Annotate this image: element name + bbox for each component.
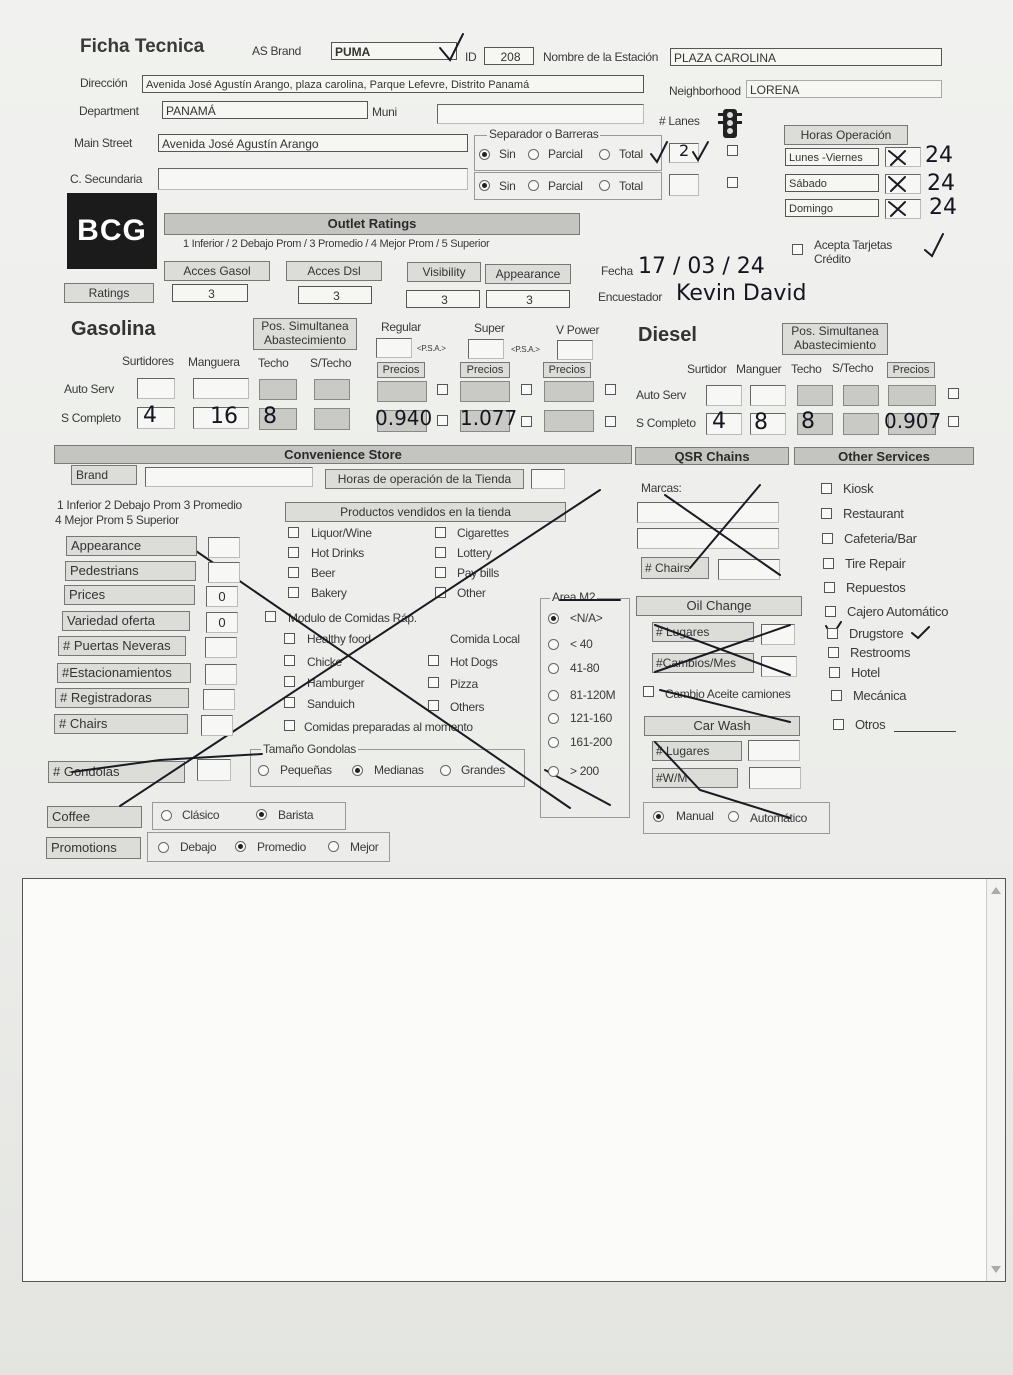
other-services-header: Other Services: [794, 447, 974, 465]
cs-rating-label: # Registradoras: [55, 688, 189, 708]
techo-header: Techo: [258, 356, 289, 370]
other-service-label: Mecánica: [853, 688, 907, 703]
diesel-scompleto-label: S Completo: [636, 416, 696, 430]
visibility-header: Visibility: [407, 262, 481, 282]
cb-healthy[interactable]: [284, 633, 295, 644]
direccion-label: Dirección: [80, 76, 128, 90]
secundaria-label: C. Secundaria: [70, 172, 143, 186]
label-sanduich: Sanduich: [307, 697, 355, 711]
label-camiones: Cambio Aceite camiones: [665, 687, 791, 701]
notes-textarea[interactable]: [22, 878, 1006, 1282]
label-comidas: Modulo de Comidas Ráp.: [288, 611, 417, 625]
diesel-stecho-header: S/Techo: [832, 361, 874, 375]
vpower-label: V Power: [556, 323, 600, 337]
gas-price-regular: 0.940: [375, 406, 433, 430]
cs-brand-field[interactable]: [145, 467, 313, 487]
gondola-pequenas-label: Pequeñas: [280, 763, 332, 777]
autoserv-label: Auto Serv: [64, 382, 114, 396]
sep1-total-label: Total: [619, 147, 643, 161]
cb-others[interactable]: [428, 700, 439, 711]
gondola-grandes-label: Grandes: [461, 763, 505, 777]
acces-dsl-rating[interactable]: 3: [298, 286, 372, 304]
lanes-field-2[interactable]: [669, 174, 699, 196]
credit-label-2: Crédito: [814, 252, 851, 266]
promo-promedio-label: Promedio: [257, 840, 306, 854]
marcas-field-1[interactable]: [637, 502, 779, 523]
traffic-light-icon: [717, 108, 743, 140]
other-service-checkbox[interactable]: [824, 582, 835, 593]
acces-gasol-rating[interactable]: 3: [172, 284, 248, 302]
cb-liquor[interactable]: [288, 527, 299, 538]
promo-debajo-radio[interactable]: [158, 842, 169, 853]
muni-field[interactable]: [437, 104, 644, 124]
form-title: Ficha Tecnica: [80, 36, 205, 57]
oil-cambios-field[interactable]: [761, 656, 797, 677]
cb-pizza[interactable]: [428, 677, 439, 688]
psa-field-2[interactable]: [468, 339, 504, 359]
area-radio[interactable]: [548, 737, 559, 748]
diesel-autoserv-surt[interactable]: [706, 385, 742, 406]
cs-rating-field[interactable]: 0: [206, 586, 238, 607]
area-radio[interactable]: [548, 663, 559, 674]
wash-wm-field[interactable]: [749, 767, 801, 789]
diesel-autoserv-price[interactable]: [888, 385, 936, 406]
psa-label-1: <P.S.A.>: [417, 344, 446, 353]
lanes-checkbox-1[interactable]: [727, 145, 738, 156]
sep1-parcial-label: Parcial: [548, 147, 583, 161]
other-service-label: Otros: [855, 717, 886, 732]
area-option-label: 161-200: [570, 735, 612, 749]
qsr-chairs-label: # Chairs: [641, 557, 709, 579]
gas-autoserv-techo[interactable]: [259, 379, 297, 400]
ratings-label: Ratings: [64, 283, 154, 303]
other-service-label: Repuestos: [846, 580, 906, 595]
cs-rating-label: # Puertas Neveras: [58, 636, 186, 656]
area-radio[interactable]: [548, 766, 559, 777]
area-option-label: <N/A>: [570, 611, 603, 625]
cb-paybills[interactable]: [435, 567, 446, 578]
gas-techo-value: 8: [263, 404, 277, 429]
other-service-label: Kiosk: [843, 481, 874, 496]
sep2-parcial-label: Parcial: [548, 179, 583, 193]
sep2-parcial-radio[interactable]: [528, 180, 539, 191]
cs-horas-label: Horas de operación de la Tienda: [325, 469, 524, 489]
encuestador-value: Kevin David: [676, 281, 807, 306]
diesel-precios-header: Precios: [887, 362, 935, 378]
encuestador-label: Encuestador: [598, 290, 663, 304]
gondola-pequenas-radio[interactable]: [258, 765, 269, 776]
sabado-label: Sábado: [785, 174, 879, 192]
cs-productos-header: Productos vendidos en la tienda: [285, 502, 566, 522]
psa-label-2: <P.S.A.>: [511, 345, 540, 354]
cb-chicken[interactable]: [284, 655, 295, 666]
muni-label: Muni: [372, 105, 397, 119]
gas-autoserv-surt[interactable]: [137, 378, 175, 399]
scompleto-label: S Completo: [61, 411, 121, 425]
area-label: Area M2: [552, 590, 596, 604]
gas-price-super: 1.077: [460, 406, 518, 430]
car-wash-header: Car Wash: [644, 716, 800, 736]
domingo-label: Domingo: [785, 199, 879, 217]
gas-autoserv-p2[interactable]: [460, 381, 510, 402]
horas-operacion-header: Horas Operación: [784, 125, 908, 145]
cs-rating-label: # Chairs: [54, 714, 188, 734]
label-others: Others: [450, 700, 485, 714]
area-group: [540, 598, 630, 818]
diesel-techo-header: Techo: [791, 362, 822, 376]
domingo-hours: 24: [929, 195, 957, 220]
cs-rating-field[interactable]: [203, 689, 235, 710]
cs-rating-field[interactable]: [205, 637, 237, 658]
wash-automatico-label: Automático: [750, 811, 808, 825]
brand-label: AS Brand: [252, 44, 301, 58]
diesel-manguer-header: Manguer: [736, 362, 782, 376]
promo-mejor-label: Mejor: [350, 840, 379, 854]
manguera-header: Manguera: [188, 355, 240, 369]
secundaria-field[interactable]: [158, 168, 468, 190]
wash-manual-label: Manual: [676, 809, 714, 823]
gas-manguera-value: 16: [210, 404, 238, 429]
diesel-surtidor-header: Surtidor: [687, 362, 727, 376]
promotions-label: Promotions: [46, 837, 141, 859]
lunes-viernes-label: Lunes -Viernes: [785, 148, 879, 166]
label-pizza: Pizza: [450, 677, 478, 691]
coffee-label: Coffee: [47, 806, 142, 828]
neighborhood-field[interactable]: LORENA: [746, 80, 942, 98]
wash-manual-radio[interactable]: [653, 811, 664, 822]
diesel-scompleto-cb[interactable]: [948, 416, 959, 427]
oil-lugares-label: # Lugares: [652, 622, 754, 642]
area-option-label: < 40: [570, 637, 593, 651]
otros-line: [894, 731, 956, 732]
label-cigarettes: Cigarettes: [457, 526, 509, 540]
cb-comidas[interactable]: [265, 611, 276, 622]
diesel-autoserv-stecho[interactable]: [843, 385, 879, 406]
other-service-checkbox[interactable]: [821, 508, 832, 519]
gas-surtidores-value: 4: [143, 403, 157, 428]
fecha-label: Fecha: [601, 264, 633, 278]
cs-scale-2: 4 Mejor Prom 5 Superior: [55, 513, 179, 527]
cb-cigarettes[interactable]: [435, 527, 446, 538]
label-preparadas: Comidas preparadas al momento: [304, 720, 473, 734]
other-service-checkbox[interactable]: [831, 690, 842, 701]
cs-horas-field[interactable]: [531, 469, 565, 489]
visibility-rating[interactable]: 3: [406, 290, 480, 308]
gas-scompleto-stecho[interactable]: [314, 408, 350, 430]
lanes-handwritten: 2: [679, 141, 690, 160]
appearance-rating[interactable]: 3: [486, 290, 570, 308]
gas-scompleto-cb3[interactable]: [605, 416, 616, 427]
neighborhood-label: Neighborhood: [669, 84, 741, 98]
cs-rating-field[interactable]: [208, 562, 240, 583]
sabado-field[interactable]: [885, 174, 921, 194]
cb-beer[interactable]: [288, 567, 299, 578]
other-service-label: Restaurant: [843, 506, 904, 521]
station-field[interactable]: PLAZA CAROLINA: [670, 48, 942, 66]
psa-field-1[interactable]: [376, 338, 412, 358]
regular-label: Regular: [381, 320, 421, 334]
gasolina-title: Gasolina: [71, 318, 156, 340]
other-service-label: Cajero Automático: [847, 604, 949, 619]
num-gondolas-label: # Gondolas: [48, 761, 185, 783]
appearance-header: Appearance: [485, 264, 571, 284]
precios-header-3: Precios: [543, 362, 591, 378]
promo-mejor-radio[interactable]: [328, 841, 339, 852]
super-label: Super: [474, 321, 505, 335]
scroll-up-icon[interactable]: [991, 887, 1001, 894]
diesel-pos-simultanea: Pos. Simultanea Abastecimiento: [782, 323, 888, 355]
other-service-checkbox[interactable]: [828, 647, 839, 658]
area-option-label: > 200: [570, 764, 599, 778]
area-radio[interactable]: [548, 613, 559, 624]
diesel-autoserv-label: Auto Serv: [636, 388, 686, 402]
label-other: Other: [457, 586, 486, 600]
credit-checkbox[interactable]: [792, 244, 803, 255]
gas-autoserv-stecho[interactable]: [314, 379, 350, 400]
id-field[interactable]: 208: [484, 47, 534, 65]
cb-sanduich[interactable]: [284, 697, 295, 708]
promo-debajo-label: Debajo: [180, 840, 217, 854]
cs-rating-field[interactable]: [205, 664, 237, 685]
label-healthy: Healthy food: [307, 632, 371, 646]
other-service-label: Restrooms: [850, 645, 911, 660]
num-gondolas-field[interactable]: [197, 759, 231, 781]
area-option-label: 121-160: [570, 711, 612, 725]
cs-rating-field[interactable]: [208, 537, 240, 558]
coffee-clasico-label: Clásico: [182, 808, 220, 822]
cs-rating-label: Pedestrians: [65, 561, 196, 581]
cb-hamburger[interactable]: [284, 676, 295, 687]
sep2-total-label: Total: [619, 179, 643, 193]
other-service-label: Cafeteria/Bar: [844, 531, 917, 546]
other-service-checkbox[interactable]: [825, 606, 836, 617]
gas-autoserv-cb3[interactable]: [605, 384, 616, 395]
outlet-scale: 1 Inferior / 2 Debajo Prom / 3 Promedio / 4 Mejor Prom / 5 Superior: [183, 238, 490, 250]
station-label: Nombre de la Estación: [543, 50, 659, 64]
lanes-checkbox-2[interactable]: [727, 177, 738, 188]
gas-autoserv-cb1[interactable]: [437, 384, 448, 395]
area-radio[interactable]: [548, 713, 559, 724]
diesel-techo-value: 8: [801, 409, 815, 434]
cs-rating-label: #Estacionamientos: [57, 663, 191, 683]
label-hotdogs: Hot Dogs: [450, 655, 498, 669]
diesel-scompleto-stecho[interactable]: [843, 413, 879, 435]
area-option-label: 81-120M: [570, 688, 616, 702]
diesel-autoserv-techo[interactable]: [797, 385, 833, 406]
marcas-label: Marcas:: [641, 481, 682, 495]
sep1-total-radio[interactable]: [599, 149, 610, 160]
cb-hotdrinks[interactable]: [288, 547, 299, 558]
cb-bakery[interactable]: [288, 587, 299, 598]
cs-rating-label: Variedad oferta: [62, 611, 190, 631]
precios-header-1: Precios: [377, 362, 425, 378]
marcas-field-2[interactable]: [637, 528, 779, 549]
surtidores-header: Surtidores: [122, 354, 174, 368]
coffee-barista-radio[interactable]: [256, 809, 267, 820]
acces-gasol-header: Acces Gasol: [164, 261, 270, 281]
sep1-sin-label: Sin: [499, 147, 516, 161]
label-hamburger: Hamburger: [307, 676, 365, 690]
oil-cambios-label: #Cambios/Mes: [652, 653, 754, 673]
gondola-grandes-radio[interactable]: [440, 765, 451, 776]
cs-scale-1: 1 Inferior 2 Debajo Prom 3 Promedio: [57, 498, 242, 512]
main-street-field[interactable]: Avenida José Agustín Arango: [158, 134, 468, 152]
cs-brand-label: Brand: [71, 465, 137, 485]
credit-check-icon: [925, 234, 943, 256]
qsr-chains-header: QSR Chains: [635, 447, 789, 465]
other-service-checkbox[interactable]: [822, 533, 833, 544]
cb-camiones[interactable]: [643, 686, 654, 697]
wash-lugares-label: # Lugares: [652, 741, 742, 761]
label-hotdrinks: Hot Drinks: [311, 546, 365, 560]
cs-rating-field[interactable]: [201, 715, 233, 736]
label-chicken: Chicke: [307, 655, 342, 669]
department-field[interactable]: PANAMÁ: [162, 101, 368, 119]
other-service-checkbox[interactable]: [821, 483, 832, 494]
lunes-viernes-hours: 24: [925, 143, 953, 168]
qsr-chairs-field[interactable]: [718, 559, 780, 580]
oil-lugares-field[interactable]: [761, 624, 795, 645]
label-bakery: Bakery: [311, 586, 347, 600]
label-beer: Beer: [311, 566, 336, 580]
wash-wm-label: #W/M: [652, 768, 738, 788]
bcg-logo: BCG: [67, 193, 157, 269]
lunes-viernes-field[interactable]: [885, 147, 921, 167]
gondola-medianas-radio[interactable]: [352, 765, 363, 776]
coffee-clasico-radio[interactable]: [161, 810, 172, 821]
diesel-autoserv-mang[interactable]: [750, 385, 786, 406]
cb-preparadas[interactable]: [284, 720, 295, 731]
cb-lottery[interactable]: [435, 547, 446, 558]
gas-scompleto-cb1[interactable]: [437, 415, 448, 426]
lanes-label: # Lanes: [659, 114, 700, 128]
cs-rating-label: Appearance: [66, 536, 197, 556]
department-label: Department: [79, 104, 139, 118]
other-service-label: Hotel: [851, 665, 880, 680]
label-lottery: Lottery: [457, 546, 492, 560]
other-service-checkbox[interactable]: [823, 558, 834, 569]
scroll-down-icon[interactable]: [991, 1266, 1001, 1273]
sep2-sin-radio[interactable]: [479, 180, 490, 191]
area-option-label: 41-80: [570, 661, 600, 675]
oil-change-header: Oil Change: [636, 596, 802, 616]
gas-autoserv-p1[interactable]: [377, 381, 427, 402]
other-service-label: Drugstore: [849, 626, 904, 641]
gas-autoserv-p3[interactable]: [544, 381, 594, 402]
sabado-hours: 24: [927, 171, 955, 196]
other-service-checkbox[interactable]: [833, 719, 844, 730]
sep2-total-radio[interactable]: [599, 180, 610, 191]
id-label: ID: [465, 50, 477, 64]
outlet-ratings-header: Outlet Ratings: [164, 213, 580, 235]
label-paybills: Pay bills: [457, 566, 499, 580]
direccion-field[interactable]: Avenida José Agustín Arango, plaza carolina, Parque Lefevre, Distrito Panamá: [142, 75, 644, 93]
fecha-value: 17 / 03 / 24: [638, 254, 765, 279]
promo-promedio-radio[interactable]: [235, 841, 246, 852]
area-radio[interactable]: [548, 639, 559, 650]
label-comida-local: Comida Local: [450, 632, 520, 646]
cb-hotdogs[interactable]: [428, 655, 439, 666]
gas-autoserv-cb2[interactable]: [521, 384, 532, 395]
separador-label: Separador o Barreras: [489, 127, 599, 141]
sep1-parcial-radio[interactable]: [528, 149, 539, 160]
sep1-sin-radio[interactable]: [479, 149, 490, 160]
cs-rating-field[interactable]: 0: [206, 612, 238, 633]
diesel-autoserv-cb[interactable]: [948, 388, 959, 399]
gondola-medianas-label: Medianas: [374, 763, 424, 777]
other-service-checkbox[interactable]: [827, 628, 838, 639]
cb-other[interactable]: [435, 587, 446, 598]
credit-label-1: Acepta Tarjetas: [814, 238, 892, 252]
acces-dsl-header: Acces Dsl: [286, 261, 382, 281]
diesel-title: Diesel: [638, 324, 697, 346]
cs-rating-label: Prices: [64, 585, 195, 605]
other-service-checkbox[interactable]: [829, 667, 840, 678]
other-service-label: Tire Repair: [845, 556, 906, 571]
label-liquor: Liquor/Wine: [311, 526, 372, 540]
diesel-manguer-value: 8: [754, 410, 768, 435]
precios-header-2: Precios: [460, 362, 510, 378]
gas-autoserv-mang[interactable]: [193, 378, 249, 399]
brand-field[interactable]: PUMA: [331, 42, 457, 60]
main-street-label: Main Street: [74, 136, 133, 150]
convenience-store-header: Convenience Store: [54, 445, 632, 464]
diesel-price-value: 0.907: [884, 409, 942, 433]
gas-scompleto-cb2[interactable]: [521, 416, 532, 427]
gas-scompleto-p3[interactable]: [544, 410, 594, 432]
coffee-barista-label: Barista: [278, 808, 314, 822]
wash-lugares-field[interactable]: [748, 740, 800, 761]
psa-field-3[interactable]: [557, 340, 593, 360]
diesel-surtidor-value: 4: [712, 409, 726, 434]
gondolas-label: Tamaño Gondolas: [263, 742, 356, 756]
stecho-header: S/Techo: [310, 356, 352, 370]
sep2-sin-label: Sin: [499, 179, 516, 193]
drugstore-check-icon: [912, 627, 929, 638]
notes-scrollbar[interactable]: [986, 879, 1005, 1281]
gasolina-pos-simultanea: Pos. Simultanea Abastecimiento: [253, 318, 357, 350]
wash-automatico-radio[interactable]: [728, 811, 739, 822]
area-radio[interactable]: [548, 690, 559, 701]
domingo-field[interactable]: [885, 199, 921, 219]
